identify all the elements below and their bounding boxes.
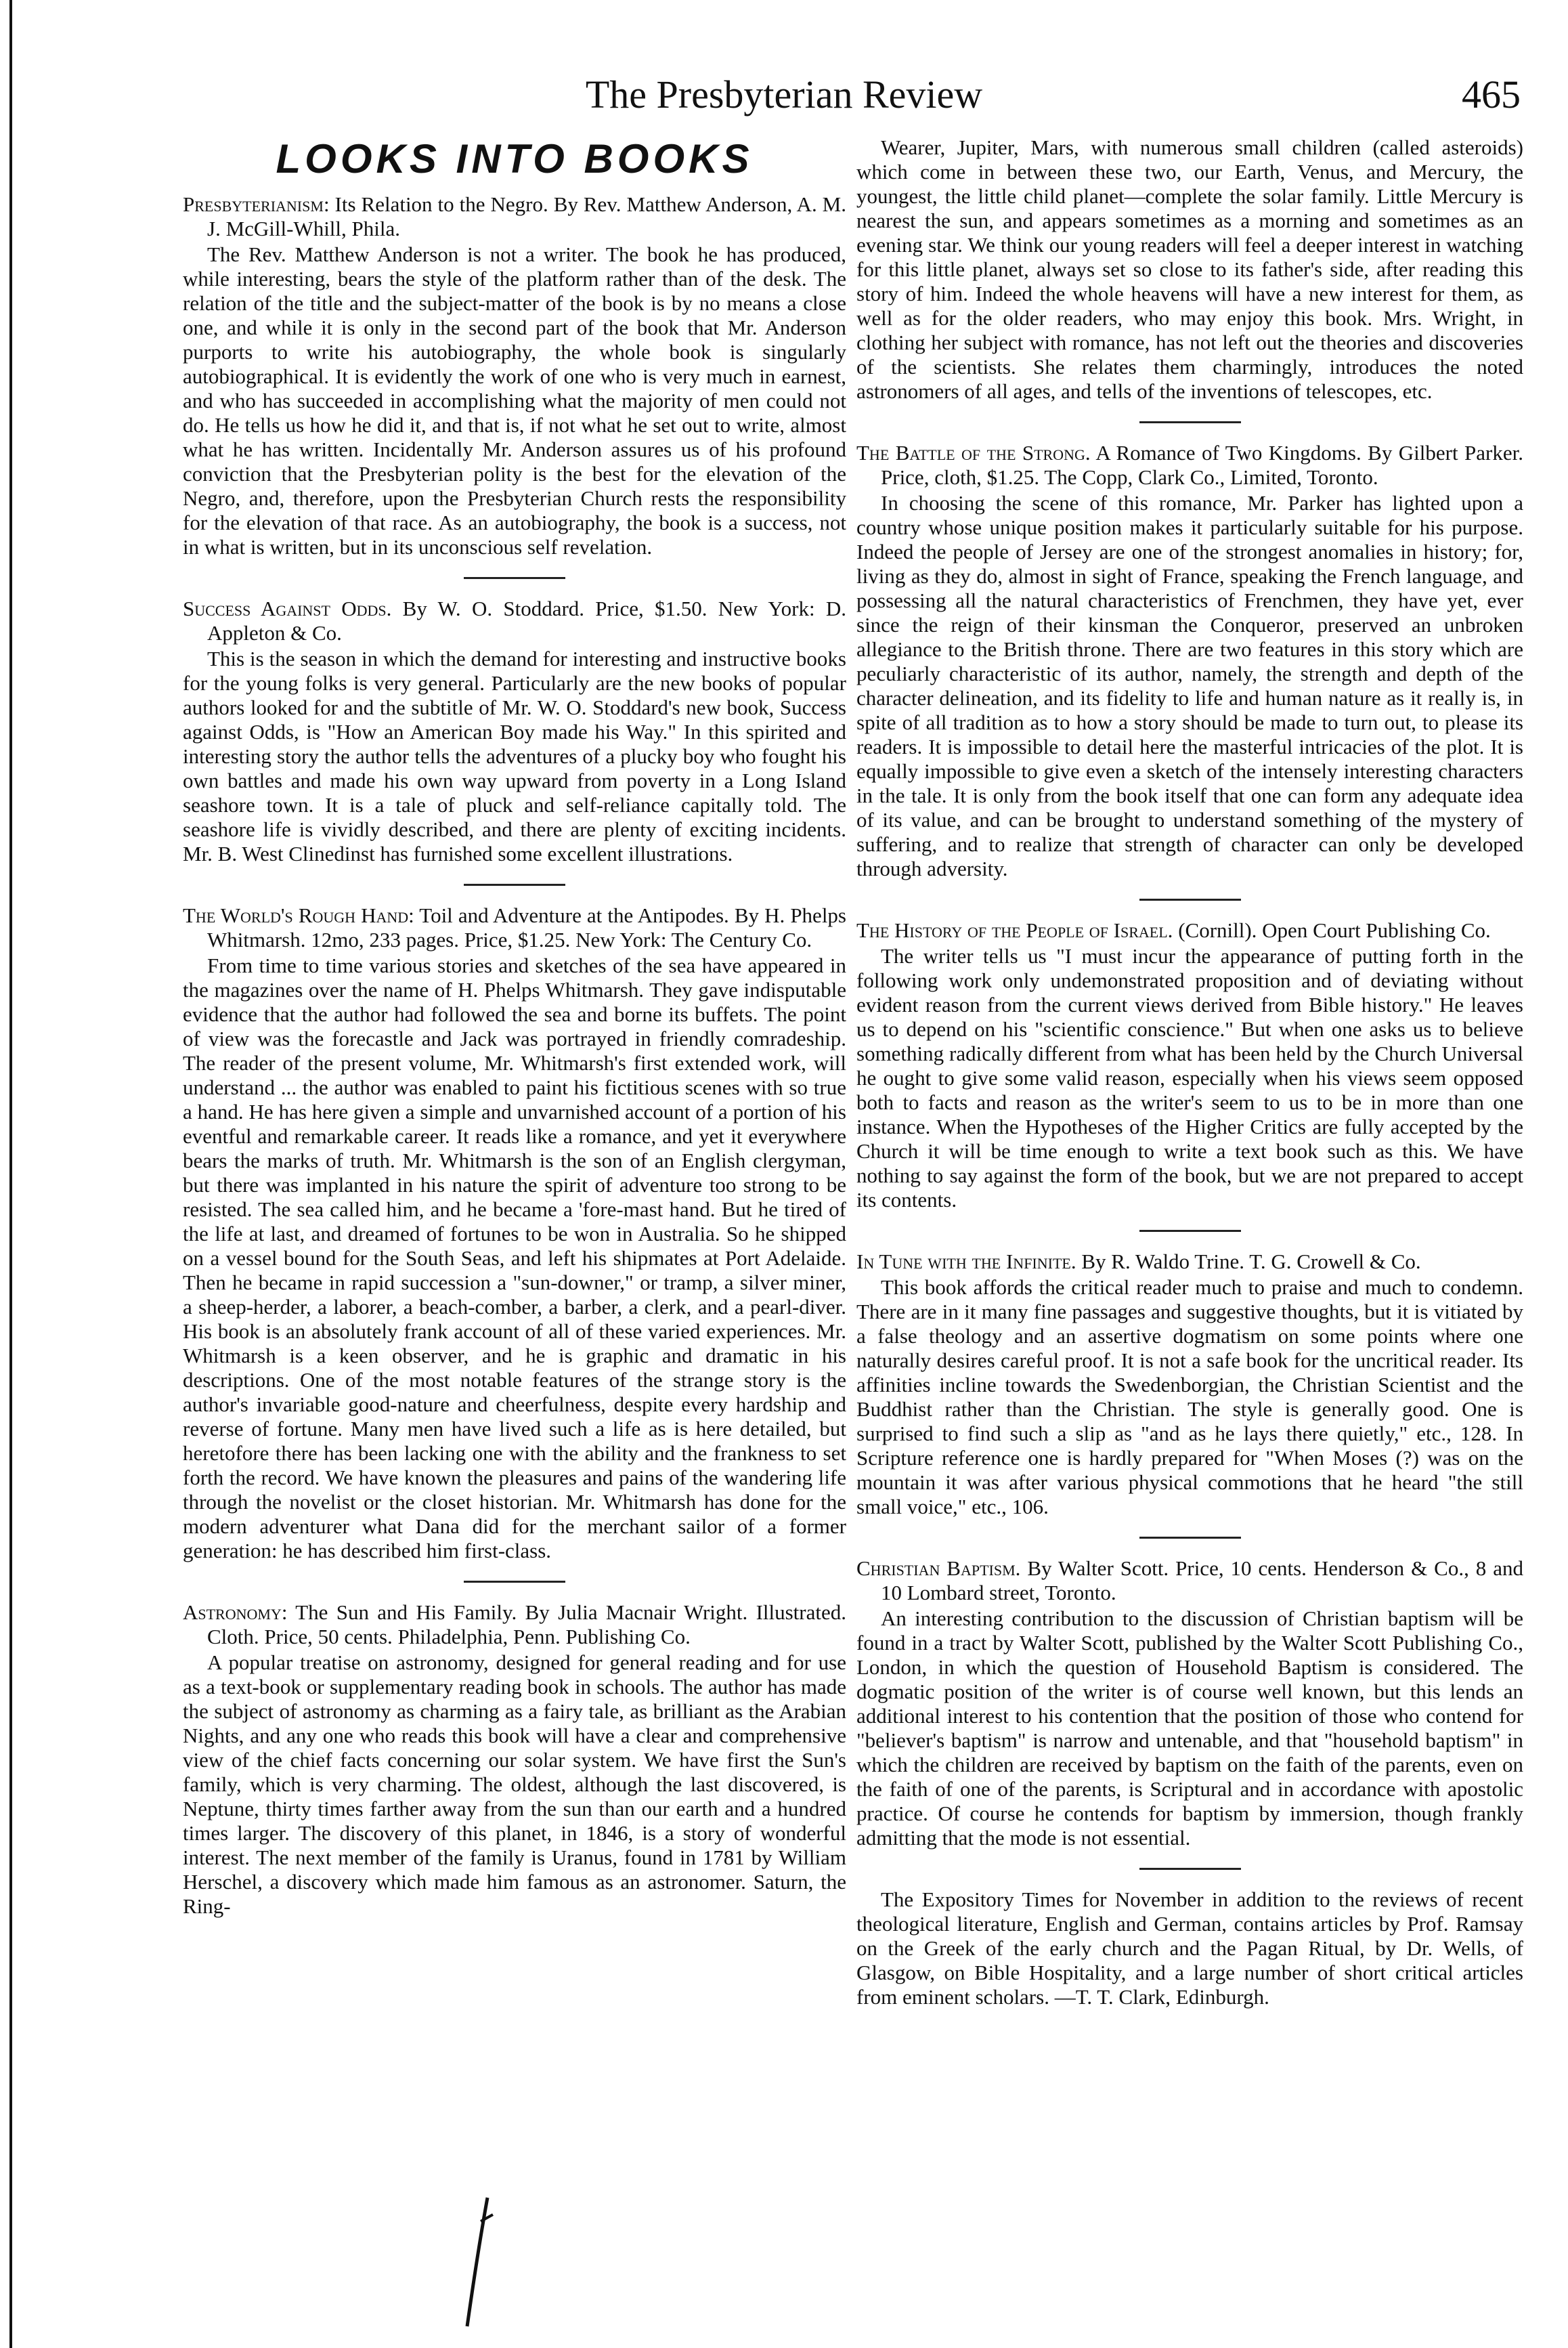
section-heading: LOOKS INTO BOOKS (276, 136, 754, 182)
review-citation (856, 1556, 1523, 1605)
review-citation (856, 441, 1523, 490)
section-divider (464, 884, 565, 886)
page-left-rule (9, 0, 12, 2348)
book-review (183, 1600, 846, 1919)
book-review (856, 441, 1523, 881)
review-body: The Expository Times for November in addition to the reviews of recent theological literature, English and German, contains articles by Prof. Ramsay on the Greek of the early church and the Pagan Ritual, by Dr. Wells, of Glasgow, on Bible Hospitality, and a large number of short critical articles from eminent scholars. —T. T. Clark, Edinburgh. (856, 1887, 1523, 2009)
citation-details: By R. Waldo Trine. T. G. Crowell & Co. (1076, 1250, 1421, 1273)
review-body: The Rev. Matthew Anderson is not a writer. The book he has produced, while interesting, bears the style of the platform rather than of the desk. The relation of the title and the subject-matter of the book is by no means a close one, and while it is only in the second part of the book that Mr. Anderson purports to write his autobiography, the whole book is singularly autobiographical. It is evidently the work of one who is very much in earnest, and who has succeeded in accomplishing what the majority of men could not do. He tells us how he did it, and that is, if not what he set out to write, almost what he has written. Incidentally Mr. Anderson assures us of his profound conviction that the Presbyterian polity is the best for the elevation of the Negro, and, therefore, upon the Presbyterian Church rests the responsibility for the elevation of that race. As an autobiography, the book is a success, not in what is written, but in its unconscious self revelation. (183, 242, 846, 559)
review-body: An interesting contribution to the discussion of Christian baptism will be found in a tract by Walter Scott, published by the Walter Scott Publishing Co., London, in which the question of Household Baptism is considered. The dogmatic position of the writer is of course well known, but this lends an additional interest to his contention that the position of those who contend for "believer's baptism" is narrow and untenable, and that "household baptism" in which the children are received by baptism on the faith of the parents, even on the faith of one of the parents, is Scriptural and in accordance with apostolic practice. Of course he contends for baptism by immersion, though frankly admitting that the mode is not essential. (856, 1606, 1523, 1850)
review-citation (183, 903, 846, 952)
citation-details: By W. O. Stoddard. Price, $1.50. New York: D. Appleton & Co. (207, 597, 846, 645)
journal-title: The Presbyterian Review (585, 72, 983, 116)
right-column (856, 135, 1523, 2009)
review-body: This book affords the critical reader much to praise and much to condemn. There are in it many fine passages and suggestive thoughts, but it is vitiated by a false theology and an assertive dogmatism on some points where one naturally desires careful proof. It is not a safe book for the uncritical reader. Its affinities incline towards the Swedenborgian, the Christian Scientist and the Buddhist rather than the Christian. The style is generally good. One is surprised to find such a slip as "and as he lays there quietly," etc., 128. In Scripture reference one is hardly prepared for "When Moses (?) was on the mountain it was after various physical commotions that he heard "the still small voice," etc., 106. (856, 1275, 1523, 1518)
review-body: Wearer, Jupiter, Mars, with numerous small children (called asteroids) which come in between these two, our Earth, Venus, and Mercury, the youngest, the little child planet—complete the solar family. Little Mercury is nearest the sun, and appears sometimes as a morning and sometimes as an evening star. We think our young readers will feel a deeper interest in watching for this little planet, always set so close to its father's side, after reading this story of him. Indeed the whole heavens will have a new interest for them, as well as for the older readers, who may enjoy this book. Mrs. Wright, in clothing her subject with romance, has not left out the theories and discoveries of the scientists. She relates them charmingly, introduces the noted astronomers of all ages, and tells of the inventions of telescopes, etc. (856, 135, 1523, 403)
book-review (856, 1250, 1523, 1519)
review-body: The writer tells us "I must incur the appearance of putting forth in the following work only undemonstrated proposition and of deviating without evident reason from the current views derived from Bible history." He leaves us to depend on his "scientific conscience." But when one asks us to believe something radically different from what has been held by the Church Universal he ought to give some valid reason, especially when his views seem opposed both to facts and reason as the writer's seem to us to be in more than one instance. When the Hypotheses of the Higher Critics are fully accepted by the Church it will be time enough to write a text book such as this. We have nothing to say against the form of the book, but we are not prepared to accept its contents. (856, 944, 1523, 1212)
citation-details: The Sun and His Family. By Julia Macnair Wright. Illustrated. Cloth. Price, 50 cents. Philadelphia, Penn. Publishing Co. (207, 1600, 846, 1648)
book-title: Success Against Odds. (183, 597, 392, 620)
book-title: The World's Rough Hand (183, 903, 409, 927)
citation-details: : Toil and Adventure at the Antipodes. By H. Phelps Whitmarsh. 12mo, 233 pages. Price, $1.25. New York: The Century Co. (207, 903, 846, 952)
review-body: From time to time various stories and sketches of the sea have appeared in the magazines over the name of H. Phelps Whitmarsh. They gave indisputable evidence that the author had followed the sea and borne its buffets. The point of view was the forecastle and Jack was portrayed in friendly comradeship. The reader of the present volume, Mr. Whitmarsh's first extended work, will understand ... the author was enabled to paint his fictitious scenes with so true a hand. He has here given a simple and unvarnished account of a portion of his eventful and remarkable career. It reads like a romance, and yet it everywhere bears the marks of truth. Mr. Whitmarsh is the son of an English clergyman, but there was implanted in his nature the spirit of adventure too strong to be resisted. The sea called him, and he became a 'fore-mast hand. But he tired of the life at last, and dreamed of fortunes to be won in Australia. So he shipped on a vessel bound for the South Seas, and left his shipmates at Port Adelaide. Then he became in rapid succession a "sun-downer," or tramp, a silver miner, a sheep-herder, a laborer, a beach-comber, a barber, a clerk, and a pearl-diver. His book is an absolutely frank account of all of these varied experiences. Mr. Whitmarsh is a keen observer, and he is graphic and dramatic in his descriptions. One of the most notable features of the strange story is the author's invariable good-nature and cheerfulness, despite every hardship and reverse of fortune. Many men have lived such a life as is here detailed, but heretofore there has been lacking one with the ability and the frankness to set forth the record. We have known the pleasures and pains of the wandering life through the novelist or the closet historian. Mr. Whitmarsh has done for the modern adventurer what Dana did for the merchant sailor of a former generation: he has described him first-class. (183, 954, 846, 1562)
book-review (856, 135, 1523, 404)
book-title: Astronomy: (183, 1600, 288, 1624)
section-divider (1139, 1868, 1241, 1870)
book-title: Presbyterianism (183, 192, 324, 216)
section-divider (464, 577, 565, 579)
citation-details: : Its Relation to the Negro. By Rev. Matthew Anderson, A. M. J. McGill-Whill, Phila. (207, 192, 846, 240)
citation-details: (Cornill). Open Court Publishing Co. (1173, 918, 1491, 942)
book-review (183, 903, 846, 1563)
review-body: In choosing the scene of this romance, Mr. Parker has lighted upon a country whose unique position makes it particularly suitable for his purpose. Indeed the people of Jersey are one of the strongest anomalies in history; for, living as they do, almost in sight of France, speaking the French language, and possessing all the natural characteristics of Frenchmen, they have yet, ever since the reign of their kinsman the Conqueror, preserved an unbroken allegiance to the British throne. There are two features in this story which are peculiarly characteristic of its author, namely, the strength and depth of the character delineation, and its fidelity to life and human nature as it really is, in spite of all tradition as to how a story should be made to turn out, to please its readers. It is impossible to detail here the masterful intricacies of the plot. It is equally impossible to give even a sketch of the intensely interesting characters in the tale. It is only from the book itself that one can form any adequate idea of its value, and can be brought to understand something of the mystery of suffering, and to realize that strength of character can only be developed through adversity. (856, 491, 1523, 880)
page-header (0, 68, 1568, 129)
book-review (856, 1887, 1523, 2009)
review-body: A popular treatise on astronomy, designed for general reading and for use as a text-book or supplementary reading book in schools. The author has made the subject of astronomy as charming as a fairy tale, as brilliant as the Arabian Nights, and any one who reads this book will have a clear and comprehensive view of the chief facts concerning our solar system. We have first the Sun's family, which is very charming. The oldest, although the last discovered, is Neptune, thirty times farther away from the sun than our earth and a hundred times larger. The discovery of this planet, in 1846, is a story of wonderful interest. The next member of the family is Uranus, found in 1781 by William Herschel, a discovery which made him famous as an astronomer. Saturn, the Ring- (183, 1650, 846, 1918)
book-review (183, 597, 846, 866)
book-title: In Tune with the Infinite. (856, 1250, 1076, 1273)
section-divider (1139, 1537, 1241, 1539)
section-divider (1139, 899, 1241, 901)
book-title: The History of the People of Israel. (856, 918, 1173, 942)
pencil-mark (460, 2194, 501, 2330)
review-citation (183, 597, 846, 645)
section-divider (1139, 421, 1241, 423)
review-citation (183, 1600, 846, 1649)
book-review (856, 918, 1523, 1212)
book-title: The Battle of the Strong. (856, 441, 1091, 465)
citation-details: A Romance of Two Kingdoms. By Gilbert Parker. Price, cloth, $1.25. The Copp, Clark Co., Limited, Toronto. (881, 441, 1523, 489)
left-column (183, 135, 846, 1919)
book-title: Christian Baptism. (856, 1556, 1021, 1580)
book-review (183, 192, 846, 559)
review-citation (856, 918, 1523, 943)
book-review (856, 1556, 1523, 1850)
section-divider (464, 1581, 565, 1583)
review-citation (183, 192, 846, 241)
section-divider (1139, 1230, 1241, 1232)
page-number: 465 (1462, 72, 1521, 116)
review-body: This is the season in which the demand for interesting and instructive books for the young folks is very general. Particularly are the new books of popular authors looked for and the subtitle of Mr. W. O. Stoddard's new book, Success against Odds, is "How an American Boy made his Way." In this spirited and interesting story the author tells the adventures of a plucky boy who fought his own battles and made his own way upward from poverty in a Long Island seashore town. It is a tale of pluck and self-reliance capitally told. The seashore life is vividly described, and there are plenty of exciting incidents. Mr. B. West Clinedinst has furnished some excellent illustrations. (183, 647, 846, 866)
citation-details: By Walter Scott. Price, 10 cents. Henderson & Co., 8 and 10 Lombard street, Toronto. (881, 1556, 1524, 1604)
review-citation (856, 1250, 1523, 1274)
